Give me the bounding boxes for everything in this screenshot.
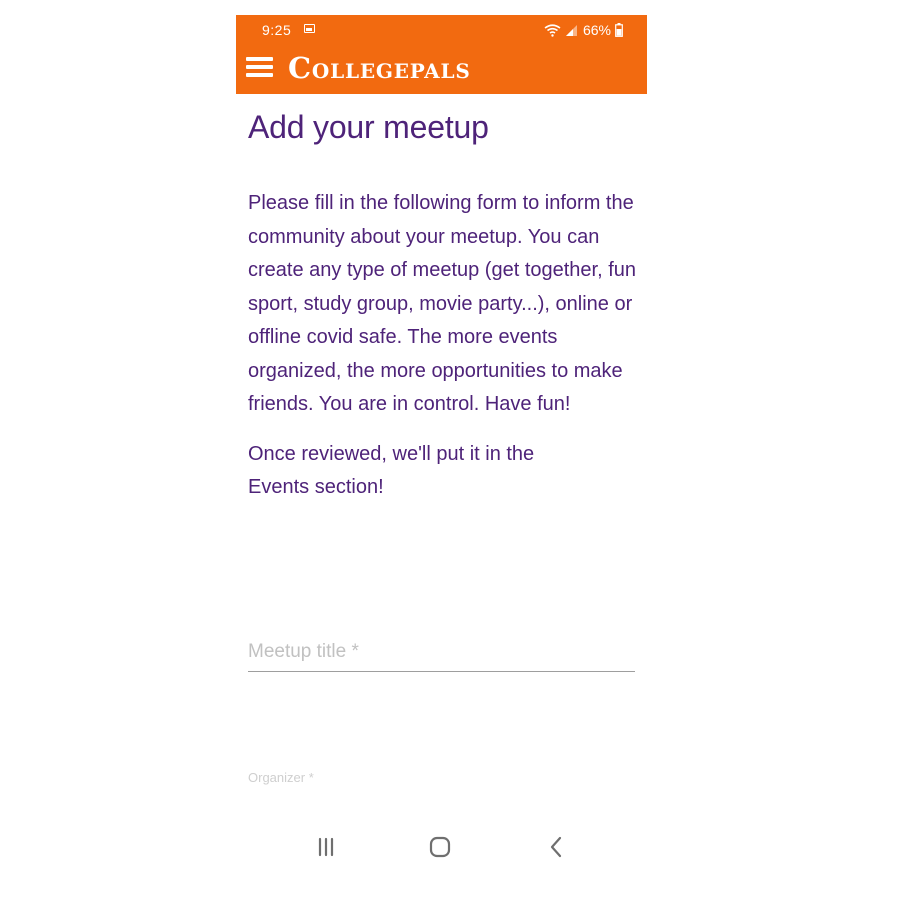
android-nav-bar	[236, 827, 647, 867]
phone-screen	[236, 15, 647, 900]
intro-text: Please fill in the following form to inform the community about your meetup. You can create any type of meetup (get together, fun sport, study group, movie party...), online or offline covid safe. The more events organized, the more opportunities to make friends. You are in control. Have fun!	[248, 192, 637, 415]
page-title: Add your meetup	[248, 109, 489, 145]
wifi-icon	[544, 24, 561, 37]
organizer-label: Organizer *	[248, 770, 314, 785]
review-note: Once reviewed, we'll put it in the Events section!	[248, 442, 535, 498]
menu-icon[interactable]	[246, 57, 274, 81]
gallery-icon	[304, 24, 315, 33]
app-bar	[236, 15, 647, 94]
battery-percent: 66%	[582, 22, 611, 38]
home-icon[interactable]	[426, 835, 454, 859]
status-bar	[236, 15, 647, 45]
page-content	[248, 107, 638, 505]
app-title: Collegepals	[288, 51, 471, 85]
status-time: 9:25	[262, 22, 292, 38]
battery-icon	[615, 23, 623, 37]
status-right	[544, 20, 623, 40]
back-icon[interactable]	[542, 835, 570, 859]
meetup-title-input[interactable]	[248, 637, 635, 667]
recents-icon[interactable]	[312, 835, 340, 859]
signal-icon	[565, 24, 578, 37]
meetup-title-field[interactable]	[248, 637, 635, 672]
